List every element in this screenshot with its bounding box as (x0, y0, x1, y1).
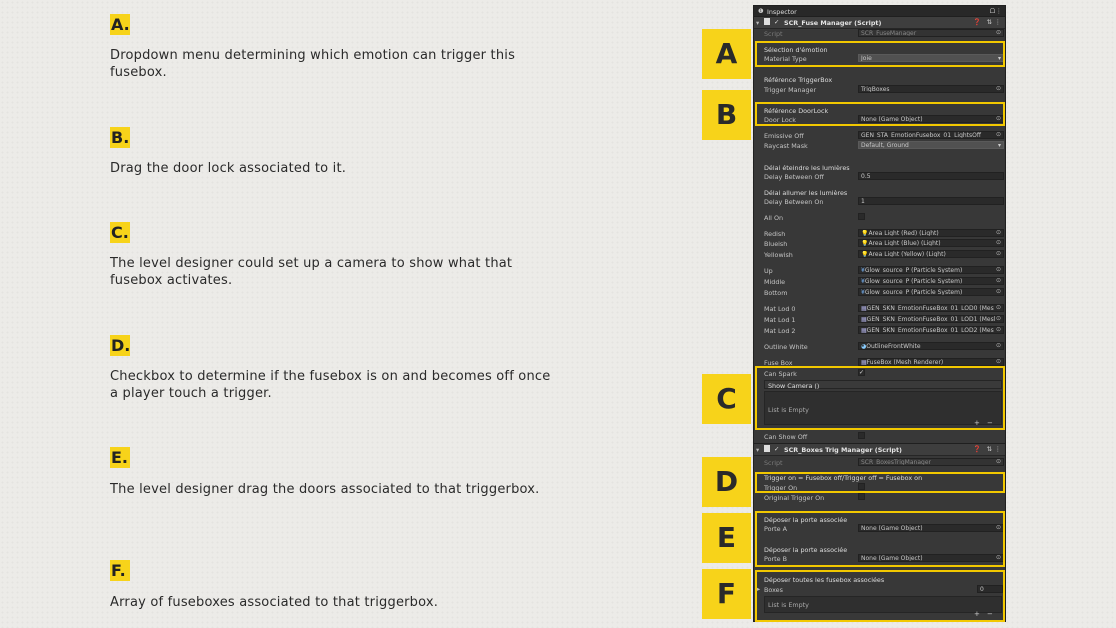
mat-lod0-field[interactable]: ▦GEN_SKN_EmotionFuseBox_01_LOD0 (Mes ⊙ (858, 304, 1004, 312)
list-empty-text: List is Empty (768, 601, 809, 609)
add-icon[interactable]: + (974, 610, 980, 618)
trigger-manager-label: Trigger Manager (764, 86, 817, 94)
boxes-foldout-icon[interactable]: ▸ (757, 585, 761, 593)
yellowish-field[interactable]: 💡Area Light (Yellow) (Light) ⊙ (858, 250, 1004, 258)
list-empty-text: List is Empty (768, 406, 809, 414)
particle-icon: ¥ (861, 289, 865, 296)
doc-letter-f: F. (110, 560, 130, 581)
emissive-off-field[interactable]: GEN_STA_EmotionFusebox_01_LightsOff ⊙ (858, 131, 1004, 139)
component-title: SCR_Boxes Trig Manager (Script) (784, 446, 902, 454)
badge-e: E (702, 513, 751, 563)
middle-label: Middle (764, 278, 786, 286)
foldout-arrow-icon[interactable]: ▾ (756, 19, 760, 27)
fuse-box-label: Fuse Box (764, 359, 793, 367)
script-icon (764, 18, 770, 25)
mat-lod2-label: Mat Lod 2 (764, 327, 796, 335)
middle-field[interactable]: ¥Glow_source_P (Particle System) ⊙ (858, 277, 1004, 285)
doc-letter-d: D. (111, 336, 131, 355)
can-show-off-checkbox[interactable] (858, 432, 865, 439)
mesh-icon: ▦ (861, 316, 867, 323)
porte-a-field[interactable]: None (Game Object) ⊙ (858, 524, 1004, 532)
badge-f: F (702, 569, 751, 619)
raycast-mask-label: Raycast Mask (764, 142, 808, 150)
trigger-box-header: Référence TriggerBox (764, 76, 833, 84)
info-icon: ❶ (758, 7, 764, 15)
inspector-tab[interactable]: Inspector (767, 8, 797, 16)
doc-text-f: Array of fuseboxes associated to that triggerbox. (110, 595, 439, 610)
boxes-label: Boxes (764, 586, 783, 594)
mesh-icon: ▦ (861, 305, 867, 312)
up-label: Up (764, 267, 773, 275)
component-header-boxes-trig-manager[interactable] (754, 443, 1005, 456)
mat-lod1-field[interactable]: ▦GEN_SKN_EmotionFuseBox_01_LOD1 (Mesl ⊙ (858, 315, 1004, 323)
delay-off-header: Délai éteindre les lumières (764, 164, 850, 172)
redish-label: Redish (764, 230, 786, 238)
add-icon[interactable]: + (974, 419, 980, 427)
inspector-titlebar (754, 6, 1005, 16)
redish-field[interactable]: 💡Area Light (Red) (Light) ⊙ (858, 229, 1004, 237)
trigger-on-checkbox[interactable] (858, 483, 865, 490)
particle-icon: ¥ (861, 278, 865, 285)
can-show-off-label: Can Show Off (764, 433, 808, 441)
script-icon (764, 445, 770, 452)
show-camera-list (764, 391, 1002, 425)
help-icon[interactable]: ❓ (973, 18, 981, 26)
door-lock-field[interactable]: None (Game Object) ⊙ (858, 115, 1004, 123)
porte-b-header: Déposer la porte associée (764, 546, 848, 554)
delay-on-header: Délai allumer les lumières (764, 189, 848, 197)
mat-lod2-field[interactable]: ▦GEN_SKN_EmotionFuseBox_01_LOD2 (Mes ⊙ (858, 326, 1004, 334)
original-trigger-on-checkbox[interactable] (858, 493, 865, 500)
blueish-field[interactable]: 💡Area Light (Blue) (Light) ⊙ (858, 239, 1004, 247)
menu-dots-icon[interactable]: ⋮ (995, 7, 1002, 15)
preset-icon[interactable]: ⇅ (986, 18, 992, 26)
boxes-header: Déposer toutes les fusebox associées (764, 576, 885, 584)
can-spark-label: Can Spark (764, 370, 797, 378)
doc-letter-a: A. (111, 15, 130, 34)
component-title: SCR_Fuse Manager (Script) (784, 19, 882, 27)
all-on-label: All On (764, 214, 784, 222)
doc-text-a: Dropdown menu determining which emotion can trigger this fusebox. (110, 48, 516, 80)
material-type-dropdown[interactable]: Joie ▾ (858, 54, 1004, 62)
remove-icon[interactable]: − (987, 419, 993, 427)
all-on-checkbox[interactable] (858, 213, 865, 220)
can-spark-checkbox[interactable]: ✓ (859, 369, 865, 376)
blueish-label: Blueish (764, 240, 788, 248)
foldout-arrow-icon[interactable]: ▾ (756, 446, 760, 454)
show-camera-label: Show Camera () (768, 382, 820, 390)
porte-b-label: Porte B (764, 555, 788, 563)
remove-icon[interactable]: − (987, 610, 993, 618)
script-label: Script (764, 30, 783, 38)
delay-on-input[interactable]: 1 (858, 197, 1004, 205)
doc-text-d: Checkbox to determine if the fusebox is on and becomes off once a player touch a trigger. (110, 369, 551, 401)
outline-white-field[interactable]: ◕OutlineFrontWhite ⊙ (858, 342, 1004, 350)
raycast-mask-dropdown[interactable]: Default, Ground ▾ (858, 141, 1004, 149)
trigger-manager-field[interactable]: TrigBoxes ⊙ (858, 85, 1004, 93)
outline-white-label: Outline White (764, 343, 808, 351)
light-icon: 💡 (861, 240, 869, 247)
selection-emotion-header: Sélection d'émotion (764, 46, 828, 54)
original-trigger-on-label: Original Trigger On (764, 494, 825, 502)
doc-letter-b: B. (111, 128, 130, 147)
badge-b: B (702, 90, 751, 140)
porte-a-header: Déposer la porte associée (764, 516, 848, 524)
component-menu-icon[interactable]: ⋮ (994, 18, 1001, 26)
up-field[interactable]: ¥Glow_source_P (Particle System) ⊙ (858, 266, 1004, 274)
light-icon: 💡 (861, 230, 869, 237)
fuse-box-field[interactable]: ▦FuseBox (Mesh Renderer) ⊙ (858, 358, 1004, 366)
trigger-on-header: Trigger on = Fusebox off/Trigger off = Fusebox on (764, 474, 923, 482)
mat-lod0-label: Mat Lod 0 (764, 305, 796, 313)
preset-icon[interactable]: ⇅ (986, 445, 992, 453)
component-enabled-checkbox[interactable]: ✓ (774, 18, 780, 26)
mesh-renderer-icon: ▦ (861, 359, 867, 366)
door-lock-label: Door Lock (764, 116, 796, 124)
bottom-label: Bottom (764, 289, 788, 297)
inspector-panel (753, 5, 1006, 622)
script-label: Script (764, 459, 783, 467)
script-field: SCR_BoxesTrigManager ⊙ (858, 458, 1004, 466)
light-icon: 💡 (861, 251, 869, 258)
delay-on-label: Delay Between On (764, 198, 824, 206)
material-icon: ◕ (861, 343, 867, 350)
badge-d: D (702, 457, 751, 507)
emissive-off-label: Emissive Off (764, 132, 804, 140)
doc-text-b: Drag the door lock associated to it. (110, 161, 347, 176)
yellowish-label: Yellowish (764, 251, 793, 259)
trigger-on-label: Trigger On (764, 484, 798, 492)
mat-lod1-label: Mat Lod 1 (764, 316, 796, 324)
show-camera-header[interactable] (764, 380, 1002, 389)
doc-letter-e: E. (111, 448, 129, 467)
delay-off-label: Delay Between Off (764, 173, 824, 181)
badge-a: A (702, 29, 751, 79)
mesh-icon: ▦ (861, 327, 867, 334)
doc-text-e: The level designer drag the doors associated to that triggerbox. (110, 482, 540, 497)
help-icon[interactable]: ❓ (973, 445, 981, 453)
porte-a-label: Porte A (764, 525, 788, 533)
particle-icon: ¥ (861, 267, 865, 274)
badge-c: C (702, 374, 751, 424)
boxes-list (764, 596, 1002, 613)
delay-off-input[interactable]: 0.5 (858, 172, 1004, 180)
porte-b-field[interactable]: None (Game Object) ⊙ (858, 554, 1004, 562)
bottom-field[interactable]: ¥Glow_source_P (Particle System) ⊙ (858, 288, 1004, 296)
doc-text-c: The level designer could set up a camera to show what that fusebox activates. (110, 256, 513, 288)
component-enabled-checkbox[interactable]: ✓ (774, 445, 780, 453)
component-header-fuse-manager[interactable] (754, 16, 1005, 29)
boxes-count-input[interactable]: 0 (977, 585, 1003, 593)
material-type-label: Material Type (764, 55, 807, 63)
component-menu-icon[interactable]: ⋮ (994, 445, 1001, 453)
door-lock-header: Référence DoorLock (764, 107, 829, 115)
script-field: SCR_FuseManager ⊙ (858, 29, 1004, 37)
lock-icon[interactable]: ᗝ (989, 7, 995, 15)
doc-letter-c: C. (111, 223, 129, 242)
